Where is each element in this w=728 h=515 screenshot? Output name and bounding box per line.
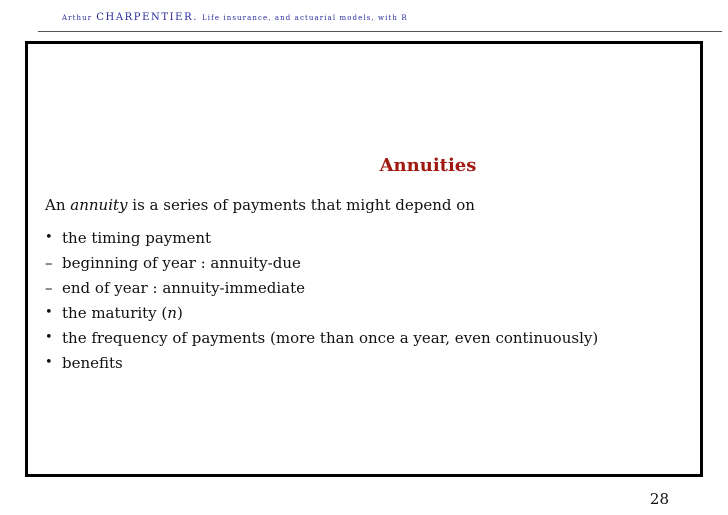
list-item-text: the timing payment — [62, 229, 212, 247]
list-item — [45, 304, 598, 329]
list-item-text: end of year : annuity-immediate — [62, 279, 305, 297]
intro-emphasis: annuity — [70, 196, 128, 214]
bullet-list — [45, 229, 598, 379]
list-item-text: beginning of year : annuity-due — [62, 254, 301, 272]
intro-sentence — [45, 196, 475, 214]
bullet-marker: • — [45, 230, 53, 245]
list-item-text-before: the maturity ( — [62, 304, 168, 322]
header-rule — [38, 31, 722, 32]
intro-text-before: An — [45, 196, 71, 214]
list-item-text: the frequency of payments (more than once a year, even continuously) — [62, 329, 599, 347]
header-author-last: CHARPENTIER. — [96, 12, 198, 23]
dash-marker: – — [45, 254, 53, 272]
bullet-marker: • — [45, 355, 53, 370]
bullet-marker: • — [45, 305, 53, 320]
running-header — [62, 12, 408, 23]
list-item-text — [62, 304, 183, 322]
dash-marker: – — [45, 279, 53, 297]
list-item — [45, 279, 598, 304]
page-number: 28 — [649, 490, 669, 508]
list-item-text: benefits — [62, 354, 123, 372]
list-item — [45, 229, 598, 254]
list-item — [45, 354, 598, 379]
bullet-marker: • — [45, 330, 53, 345]
header-author-first: Arthur — [62, 14, 93, 22]
slide-title: Annuities — [379, 155, 477, 176]
list-item-text-after: ) — [176, 304, 183, 322]
list-item — [45, 329, 598, 354]
header-course-title: Life insurance, and actuarial models, with R — [202, 14, 408, 22]
intro-text-after: is a series of payments that might depend on — [127, 196, 475, 214]
math-variable: n — [167, 304, 177, 322]
list-item — [45, 254, 598, 279]
